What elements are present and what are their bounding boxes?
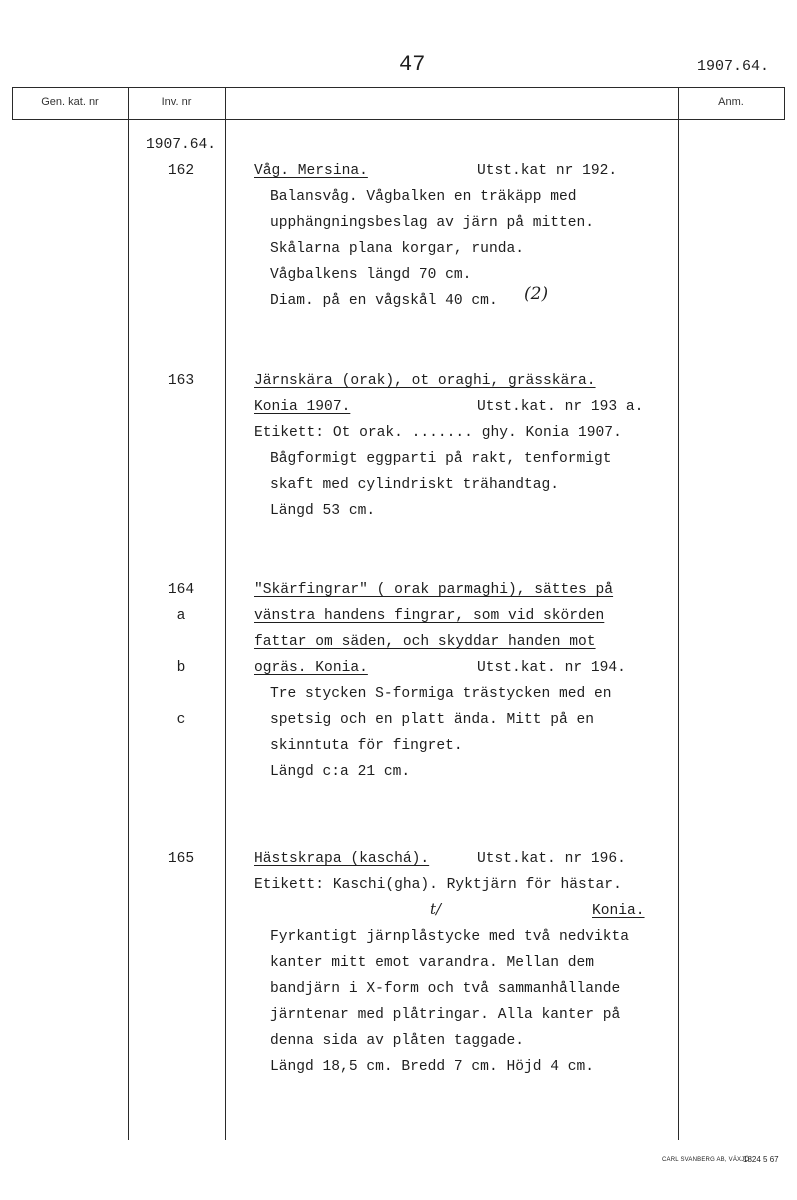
entry-163-catalog: Utst.kat. nr 193 a. xyxy=(477,399,644,415)
handwritten-note-162: (2) xyxy=(524,284,549,304)
column-header-gen-kat: Gen. kat. nr xyxy=(41,96,99,108)
divider-desc-anm xyxy=(678,87,679,1140)
column-header-anm: Anm. xyxy=(718,96,744,108)
sub-label-a: a xyxy=(176,608,186,624)
entry-162-line: Diam. på en vågskål 40 cm. xyxy=(270,293,498,309)
entry-163-place: Konia 1907. xyxy=(254,399,351,415)
entry-162-line: Vågbalkens längd 70 cm. xyxy=(270,267,472,283)
sub-label-b: b xyxy=(176,660,186,676)
inv-number-165: 165 xyxy=(167,851,195,867)
entry-165-title: Hästskrapa (kaschá). xyxy=(254,851,430,867)
entry-162-line: Skålarna plana korgar, runda. xyxy=(270,241,524,257)
entry-164-title: "Skärfingrar" ( orak parmaghi), sättes på xyxy=(254,582,614,598)
entry-163-line: skaft med cylindriskt trähandtag. xyxy=(270,477,560,493)
entry-165-line: Fyrkantigt järnplåstycke med två nedvikta xyxy=(270,929,630,945)
series-number: 1907.64. xyxy=(146,137,217,153)
inv-number-164: 164 xyxy=(167,582,195,598)
right-border xyxy=(784,87,785,120)
printer-name: CARL SVANBERG AB, VÄXJÖ xyxy=(662,1157,750,1163)
entry-164-catalog: Utst.kat. nr 194. xyxy=(477,660,626,676)
entry-165-line: bandjärn i X-form och två sammanhållande xyxy=(270,981,621,997)
inv-number-163: 163 xyxy=(167,373,195,389)
catalog-ref: 1907.64. xyxy=(697,58,770,75)
sub-label-c: c xyxy=(176,712,186,728)
entry-165-line: Längd 18,5 cm. Bredd 7 cm. Höjd 4 cm. xyxy=(270,1059,595,1075)
entry-162-title: Våg. Mersina. xyxy=(254,163,368,179)
entry-165-place: Konia. xyxy=(592,903,645,919)
page-number: 47 xyxy=(399,52,426,77)
entry-164-line: spetsig och en platt ända. Mitt på en xyxy=(270,712,595,728)
entry-165-label: Etikett: Kaschi(gha). Ryktjärn för hästar. xyxy=(254,877,622,893)
entry-162-line: upphängningsbeslag av järn på mitten. xyxy=(270,215,595,231)
entry-163-title: Järnskära (orak), ot oraghi, grässkära. xyxy=(254,373,596,389)
entry-162-catalog-text: Utst.kat nr 192. xyxy=(477,163,618,179)
entry-163-line: Längd 53 cm. xyxy=(270,503,376,519)
entry-164-place: ogräs. Konia. xyxy=(254,660,368,676)
form-code: 1824 5 67 xyxy=(743,1155,779,1164)
entry-165-line: kanter mitt emot varandra. Mellan dem xyxy=(270,955,595,971)
entry-163-line: Bågformigt eggparti på rakt, tenformigt xyxy=(270,451,612,467)
entry-163-label: Etikett: Ot orak. ....... ghy. Konia 1907. xyxy=(254,425,622,441)
entry-165-line: järntenar med plåtringar. Alla kanter på xyxy=(270,1007,621,1023)
entry-165-line: denna sida av plåten taggade. xyxy=(270,1033,524,1049)
entry-162-line: Balansvåg. Vågbalken en träkäpp med xyxy=(270,189,577,205)
printer-imprint xyxy=(662,1157,749,1163)
entry-164-title-cont: fattar om säden, och skyddar handen mot xyxy=(254,634,596,650)
entry-165-catalog: Utst.kat. nr 196. xyxy=(477,851,626,867)
entry-162-catalog xyxy=(477,158,617,184)
entry-164-line: skinntuta för fingret. xyxy=(270,738,463,754)
column-header-inv: Inv. nr xyxy=(161,96,192,108)
handwritten-note-165: t/ xyxy=(430,900,442,918)
entry-164-title-cont: vänstra handens fingrar, som vid skörden xyxy=(254,608,605,624)
entry-164-line: Längd c:a 21 cm. xyxy=(270,764,411,780)
entry-164-line: Tre stycken S-formiga trästycken med en xyxy=(270,686,612,702)
inv-number-162: 162 xyxy=(167,163,195,179)
